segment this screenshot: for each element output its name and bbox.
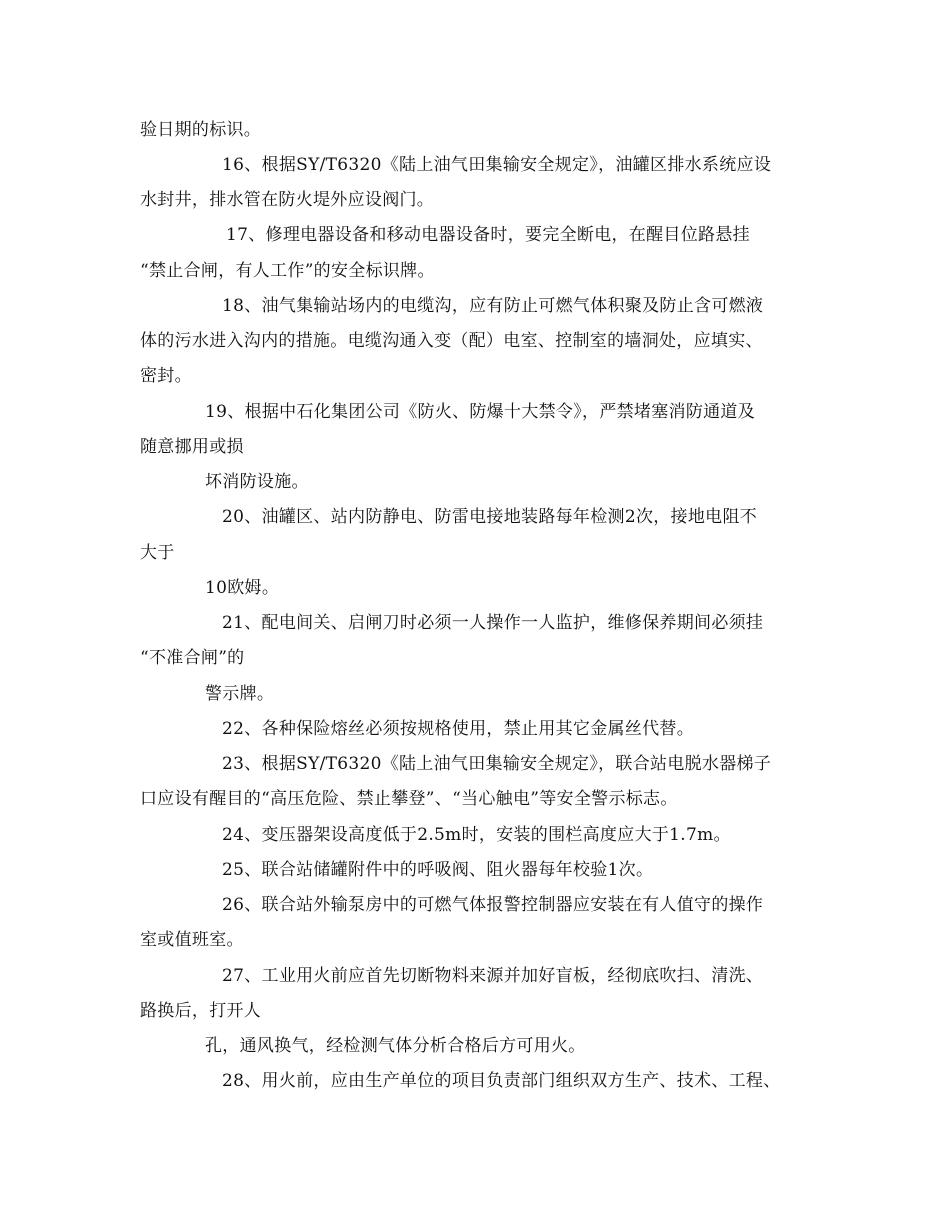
text-line: 20、油罐区、站内防静电、防雷电接地装路每年检测2次，接地电阻不: [222, 507, 758, 527]
text-line: 室或值班室。: [140, 930, 244, 950]
text-line: 18、油气集输站场内的电缆沟，应有防止可燃气体积聚及防止含可燃液: [222, 296, 764, 316]
text-line: 17、修理电器设备和移动电器设备时，要完全断电，在醒目位路悬挂: [226, 225, 750, 245]
text-line: 密封。: [140, 366, 192, 386]
text-line: 警示牌。: [205, 684, 275, 704]
text-line: 19、根据中石化集团公司《防火、防爆十大禁令》，严禁堵塞消防通道及: [205, 402, 756, 422]
text-line: 口应设有醒目的“高压危险、禁止攀登”、“当心触电”等安全警示标志。: [140, 789, 678, 809]
text-line: 验日期的标识。: [140, 120, 262, 140]
text-line: 水封井，排水管在防火堤外应设阀门。: [140, 190, 435, 210]
text-line: 随意挪用或损: [140, 437, 244, 457]
text-line: “不准合闸”的: [140, 648, 245, 668]
text-line: 27、工业用火前应首先切断物料来源并加好盲板，经彻底吹扫、清洗、: [222, 966, 764, 986]
text-line: 大于: [140, 543, 175, 563]
text-line: 28、用火前，应由生产单位的项目负责部门组织双方生产、技术、工程、: [222, 1071, 781, 1091]
text-line: 路换后，打开人: [140, 1001, 262, 1021]
text-line: 26、联合站外输泵房中的可燃气体报警控制器应安装在有人值守的操作: [222, 895, 764, 915]
text-line: 孔，通风换气，经检测气体分析合格后方可用火。: [205, 1036, 586, 1056]
text-line: 21、配电间关、启闸刀时必须一人操作一人监护，维修保养期间必须挂: [222, 613, 764, 633]
text-line: “禁止合闸，有人工作”的安全标识牌。: [140, 261, 435, 281]
text-line: 23、根据SY/T6320《陆上油气田集输安全规定》，联合站电脱水器梯子: [222, 754, 772, 774]
text-line: 24、变压器架设高度低于2.5m时，安装的围栏高度应大于1.7m。: [222, 825, 731, 845]
text-line: 16、根据SY/T6320《陆上油气田集输安全规定》，油罐区排水系统应设: [222, 155, 772, 175]
text-line: 10欧姆。: [205, 578, 280, 598]
text-line: 22、各种保险熔丝必须按规格使用，禁止用其它金属丝代替。: [222, 719, 695, 739]
text-line: 坏消防设施。: [205, 472, 309, 492]
text-line: 体的污水进入沟内的措施。电缆沟通入变（配）电室、控制室的墙洞处，应填实、: [140, 331, 763, 351]
text-line: 25、联合站储罐附件中的呼吸阀、阻火器每年校验1次。: [222, 860, 654, 880]
